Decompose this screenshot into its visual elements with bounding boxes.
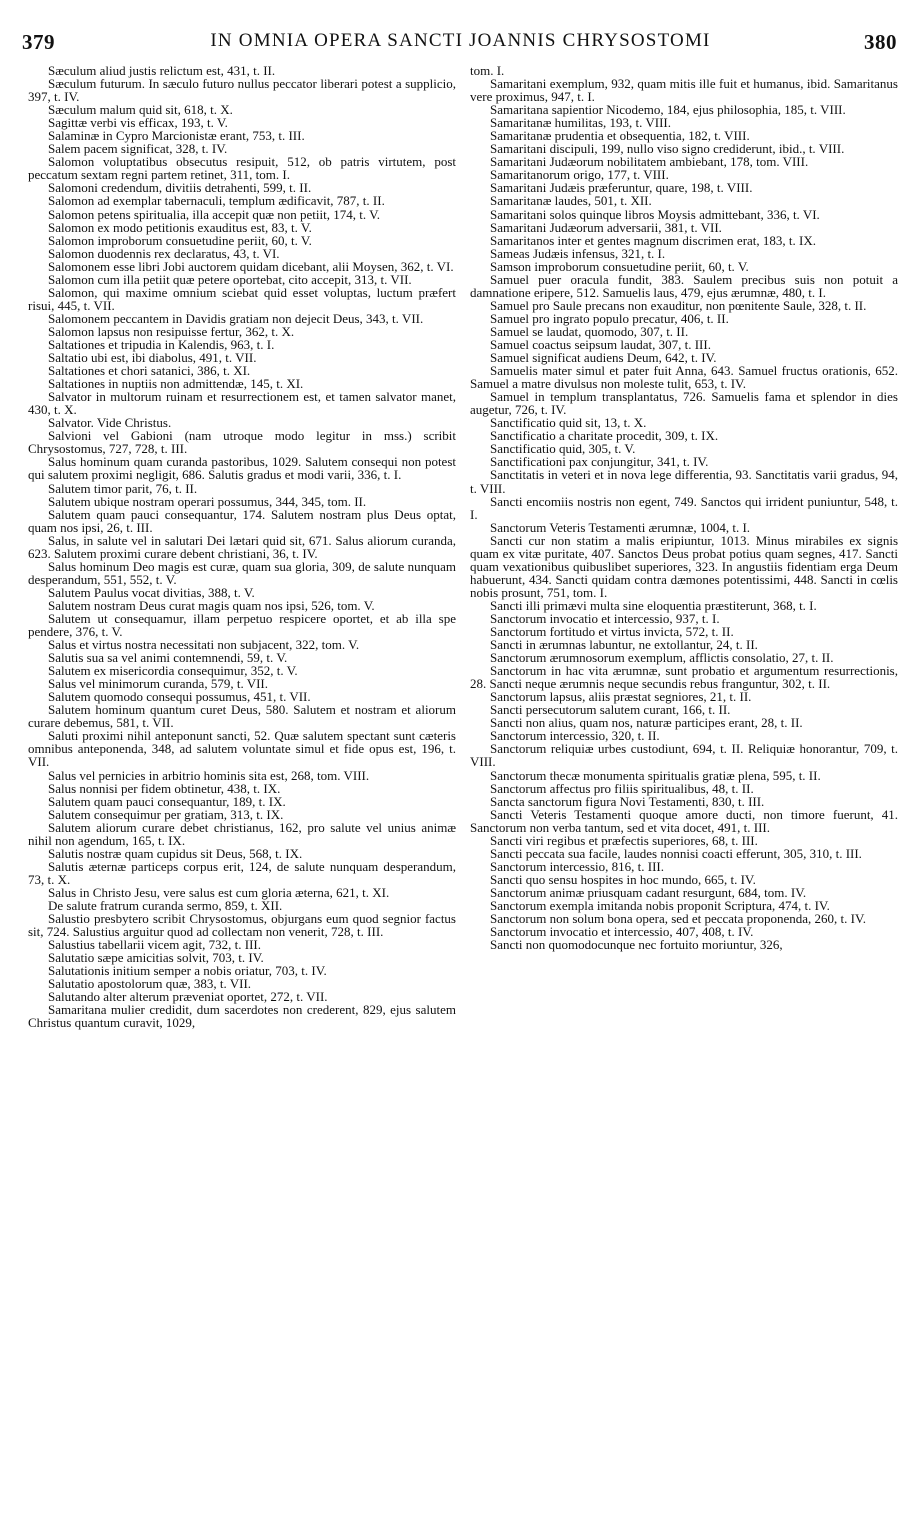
index-entry: Sancti non quomodocunque nec fortuito moriuntur, 326,	[490, 937, 783, 953]
index-entry: Sanctorum animæ priusquam cadant resurgunt, 684, tom. IV.	[490, 884, 807, 900]
index-entry: Salomon improborum consuetudine periit, 60, t. V.	[48, 232, 312, 248]
index-entry: Sanctitatis in veteri et in nova lege differentia, 93. Sanctitatis varii gradus, 94, t. VIII.	[470, 467, 898, 496]
index-entry: Salutando alter alterum præveniat oportet, 272, t. VII.	[48, 989, 328, 1005]
index-entry: Salem pacem significat, 328, t. IV.	[48, 141, 228, 157]
index-entry: Salutem Paulus vocat divitias, 388, t. V.	[48, 584, 255, 600]
index-entry: Salutem ex misericordia consequimur, 352, t. V.	[48, 663, 298, 679]
index-entry: Samaritanorum origo, 177, t. VIII.	[490, 167, 669, 183]
index-entry: Sancti quo sensu hospites in hoc mundo, 665, t. IV.	[490, 871, 756, 887]
index-entry: Sanctorum invocatio et intercessio, 407, 408, t. IV.	[490, 924, 754, 940]
index-entry: Samaritanos inter et gentes magnum discrimen erat, 183, t. IX.	[490, 232, 816, 248]
index-entry: Salus, in salute vel in salutari Dei lætari quid sit, 671. Salus aliorum curanda, 623. Salutem proximi curare debent christiani, 36, t. IV.	[28, 532, 456, 561]
index-entry: Sancti non alius, quam nos, naturæ participes erant, 28, t. II.	[490, 715, 803, 731]
index-entry: Sæculum futurum. In sæculo futuro nullus peccator liberari potest a supplicio, 397, t. IV.	[28, 76, 456, 105]
index-entry: Salus vel minimorum curanda, 579, t. VII.	[48, 676, 269, 692]
index-entry: Salomon cum illa petiit quæ petere oportebat, cito accepit, 313, t. VII.	[48, 271, 412, 287]
index-entry: Sagittæ verbi vis efficax, 193, t. V.	[48, 115, 228, 131]
index-entry: Salutem quam pauci consequantur, 174. Salutem nostram plus Deus optat, quam nos ipsi, 26, t. III.	[28, 506, 456, 535]
index-entry: Salutem consequimur per gratiam, 313, t. IX.	[48, 806, 284, 822]
index-entry: Samaritani Judæorum adversarii, 381, t. VII.	[490, 219, 722, 235]
index-entry: Samaritanæ humilitas, 193, t. VIII.	[490, 115, 672, 131]
index-entry: Sanctorum intercessio, 816, t. III.	[490, 858, 665, 874]
index-entry: Salomon petens spiritualia, illa accepit quæ non petiit, 174, t. V.	[48, 206, 381, 222]
index-entry: Sanctorum Veteris Testamenti ærumnæ, 1004, t. I.	[490, 519, 751, 535]
index-entry: Sameas Judæis infensus, 321, t. I.	[490, 245, 666, 261]
index-entry: Samaritana sapientior Nicodemo, 184, ejus philosophia, 185, t. VIII.	[490, 102, 846, 118]
index-entry: Salutem ubique nostram operari possumus, 344, 345, tom. II.	[48, 493, 367, 509]
index-entry: Sanctorum intercessio, 320, t. II.	[490, 728, 660, 744]
index-entry: Saltationes et tripudia in Kalendis, 963, t. I.	[48, 336, 275, 352]
index-entry: Salutem nostram Deus curat magis quam nos ipsi, 526, tom. V.	[48, 597, 375, 613]
index-entry: Salomonem esse libri Jobi auctorem quidam dicebant, alii Moysen, 362, t. VI.	[48, 258, 454, 274]
index-entry: Sanctorum affectus pro filiis spiritualibus, 48, t. II.	[490, 780, 754, 796]
index-entry: Sanctificatio quid sit, 13, t. X.	[490, 415, 647, 431]
index-entry: Samaritanæ laudes, 501, t. XII.	[490, 193, 652, 209]
index-entry: Sanctorum exempla imitanda nobis proponit Scriptura, 474, t. IV.	[490, 898, 830, 913]
index-entry: Salutis sua sa vel animi contemnendi, 59, t. V.	[48, 650, 288, 666]
index-entry: Samaritanæ prudentia et obsequentia, 182, t. VIII.	[490, 128, 750, 144]
index-entry: Sanctorum fortitudo et virtus invicta, 572, t. II.	[490, 624, 734, 640]
index-entry: Samaritani discipuli, 199, nullo viso signo crediderunt, ibid., t. VIII.	[490, 141, 845, 157]
index-entry: Salaminæ in Cypro Marcionistæ erant, 753, t. III.	[48, 128, 305, 144]
index-entry: Salutationis initium semper a nobis oriatur, 703, t. IV.	[48, 963, 327, 979]
index-entry: Samuel pro Saule precans non exauditur, non pœnitente Saule, 328, t. II.	[490, 297, 867, 313]
index-entry: Samuel in templum transplantatus, 726. Samuelis fama et splendor in dies augetur, 726, t. IV.	[470, 389, 898, 418]
index-entry: Sanctificatio quid, 305, t. V.	[490, 441, 636, 457]
index-entry: Salus hominum Deo magis est curæ, quam sua gloria, 309, de salute nunquam desperandum, 551, 552, t. V.	[28, 558, 456, 587]
index-entry: Sanctorum ærumnosorum exemplum, afflictis consolatio, 27, t. II.	[490, 650, 834, 666]
index-entry: Salutem quomodo consequi possumus, 451, t. VII.	[48, 689, 311, 705]
index-entry: Samaritani Judæorum nobilitatem ambiebant, 178, tom. VIII.	[490, 154, 809, 170]
index-entry: Samuel coactus seipsum laudat, 307, t. III.	[490, 336, 711, 352]
index-entry: Salutis æternæ particeps corpus erit, 124, de salute nunquam desperandum, 73, t. X.	[28, 858, 456, 887]
index-entry: Salomon lapsus non resipuisse fertur, 362, t. X.	[48, 323, 295, 339]
index-entry: Sancti persecutorum salutem curant, 166, t. II.	[490, 702, 731, 718]
index-entry: Salus et virtus nostra necessitati non subjacent, 322, tom. V.	[48, 637, 360, 653]
index-entry: Salvator in multorum ruinam et resurrectionem est, et tamen salvator manet, 430, t. X.	[28, 389, 456, 418]
index-entry: Salvator. Vide Christus.	[48, 415, 172, 431]
index-entry: Sanctorum in hac vita ærumnæ, sunt probatio et argumentum resurrectionis, 28. Sancti neque ærumnis neque secundis rebus franguntur, 302, t. II.	[470, 663, 898, 692]
index-entry: Sæculum malum quid sit, 618, t. X.	[48, 102, 233, 118]
index-entry: Sanctorum lapsus, aliis præstat segniores, 21, t. II.	[490, 689, 752, 705]
index-column-right	[470, 64, 898, 951]
index-entry: Sancti Veteris Testamenti quoque amore ducti, non timore fuerunt, 41. Sanctorum non verba tantum, sed et vita docet, 491, t. III.	[470, 806, 898, 835]
index-entry: Salvioni vel Gabioni (nam utroque modo legitur in mss.) scribit Chrysostomus, 727, 728, t. III.	[28, 428, 456, 457]
index-entry: Samaritani Judæis præferuntur, quare, 198, t. VIII.	[490, 180, 753, 196]
index-entry: Salutem quam pauci consequantur, 189, t. IX.	[48, 793, 286, 809]
index-entry: Salutem timor parit, 76, t. II.	[48, 480, 198, 496]
index-entry: Sancti encomiis nostris non egent, 749. Sanctos qui irrident puniuntur, 548, t. I.	[470, 493, 898, 522]
index-entry: Samaritani exemplum, 932, quam mitis ille fuit et humanus, ibid. Samaritanus vere proximus, 947, t. I.	[470, 76, 898, 105]
index-entry: Salus hominum quam curanda pastoribus, 1029. Salutem consequi non potest qui salutem proximi negligit, 686. Salutis gradus et modi varii, 336, t. I.	[28, 454, 456, 483]
index-entry: Sancti cur non statim a malis eripiuntur, 1013. Minus mirabiles ex signis quam ex vitæ puritate, 407. Sanctos Deus probat potius quam segnes, 417. Sancti quam vexationibus quibuslibet superiores, 323. In angustiis fidentiam erga Deum habuerunt, 434. Sancti quidam contra dæmones potentissimi, 448. Sancti in cœlis nobis prosunt, 751, tom. I.	[470, 532, 898, 600]
index-entry: Samuel puer oracula fundit, 383. Saulem precibus suis non potuit a damnatione eripere, 512. Samuelis laus, 479, ejus ærumnæ, 480, t. I.	[470, 271, 898, 300]
running-header	[0, 30, 921, 58]
index-column-left	[28, 64, 456, 1029]
index-entry: Salus vel pernicies in arbitrio hominis sita est, 268, tom. VIII.	[48, 767, 370, 783]
index-entry: Salus in Christo Jesu, vere salus est cum gloria æterna, 621, t. XI.	[48, 884, 390, 900]
index-entry: Samson improborum consuetudine periit, 60, t. V.	[490, 258, 749, 274]
index-entry: Sanctorum invocatio et intercessio, 937, t. I.	[490, 610, 720, 626]
index-entry: Salomonem peccantem in Davidis gratiam non dejecit Deus, 343, t. VII.	[48, 310, 424, 326]
index-entry: Salomon, qui maxime omnium sciebat quid esset voluptas, luctum præfert risui, 445, t. VII.	[28, 284, 456, 313]
index-entry: Salomon voluptatibus obsecutus resipuit, 512, ob patris virtutem, post peccatum sextam regni partem retinet, 311, tom. I.	[28, 154, 456, 183]
index-entry: Sancti in ærumnas labuntur, ne extollantur, 24, t. II.	[490, 637, 758, 653]
index-entry: Sanctificationi pax conjungitur, 341, t. IV.	[490, 454, 709, 470]
index-entry: Samuelis mater simul et pater fuit Anna, 643. Samuel fructus orationis, 652. Samuel a matre divulsus non moleste tulit, 653, t. IV.	[470, 363, 898, 392]
index-entry: Samuel significat audiens Deum, 642, t. IV.	[490, 350, 717, 366]
index-entry: Saltatio ubi est, ibi diabolus, 491, t. VII.	[48, 350, 257, 366]
index-entry: Salutem aliorum curare debet christianus, 162, pro salute vel unius animæ nihil non agendum, 165, t. IX.	[28, 819, 456, 848]
index-entry: Sanctorum thecæ monumenta spiritualis gratiæ plena, 595, t. II.	[490, 767, 821, 783]
index-entry: Saltationes in nuptiis non admittendæ, 145, t. XI.	[48, 376, 304, 392]
index-entry: Samaritana mulier credidit, dum sacerdotes non crederent, 829, ejus salutem Christus quantum curavit, 1029,	[28, 1002, 456, 1031]
index-entry: Salomon ad exemplar tabernaculi, templum ædificavit, 787, t. II.	[48, 193, 385, 209]
page-number-left: 379	[22, 30, 55, 54]
running-title: IN OMNIA OPERA SANCTI JOANNIS CHRYSOSTOMI	[210, 30, 711, 51]
index-entry: Salutem hominum quantum curet Deus, 580. Salutem et nostram et aliorum curare debemus, 581, t. VII.	[28, 702, 456, 731]
index-entry: Salomon ex modo petitionis exauditus est, 83, t. V.	[48, 219, 312, 235]
index-entry: De salute fratrum curanda sermo, 859, t. XII.	[48, 898, 283, 913]
index-entry: Samaritani solos quinque libros Moysis admittebant, 336, t. VI.	[490, 206, 820, 222]
index-entry: Salomon duodennis rex declaratus, 43, t. VI.	[48, 245, 280, 261]
index-entry: Sancti viri regibus et præfectis superiores, 68, t. III.	[490, 832, 758, 848]
index-entry: Sanctificatio a charitate procedit, 309, t. IX.	[490, 428, 719, 444]
index-entry: Salus nonnisi per fidem obtinetur, 438, t. IX.	[48, 780, 281, 796]
index-entry: Sanctorum reliquiæ urbes custodiunt, 694, t. II. Reliquiæ honorantur, 709, t. VIII.	[470, 741, 898, 770]
page-number-right: 380	[864, 30, 897, 54]
index-entry: Salustio presbytero scribit Chrysostomus, objurgans eum quod segnior factus sit, 724. Salustius arguitur quod ad collectam non venerit, 728, t. III.	[28, 911, 456, 940]
index-entry: Salutis nostræ quam cupidus sit Deus, 568, t. IX.	[48, 845, 303, 861]
index-entry: Samuel se laudat, quomodo, 307, t. II.	[490, 323, 689, 339]
index-entry: Sanctorum non solum bona opera, sed et peccata proponenda, 260, t. IV.	[490, 911, 866, 927]
index-entry: Saluti proximi nihil anteponunt sancti, 52. Quæ salutem spectant sunt cæteris omnibus anteponenda, 348, ad salutem voluntate simul et fide opus est, 196, t. VII.	[28, 728, 456, 770]
index-entry: Saltationes et chori satanici, 386, t. XI.	[48, 363, 251, 379]
index-entry: Sancti illi primævi multa sine eloquentia præstiterunt, 368, t. I.	[490, 597, 817, 613]
index-entry: Sæculum aliud justis relictum est, 431, t. II.	[48, 63, 276, 78]
index-entry: Sancti peccata sua facile, laudes nonnisi coacti efferunt, 305, 310, t. III.	[490, 845, 862, 861]
index-entry: Sancta sanctorum figura Novi Testamenti, 830, t. III.	[490, 793, 765, 809]
index-entry: Salutatio apostolorum quæ, 383, t. VII.	[48, 976, 252, 992]
index-entry: Salustius tabellarii vicem agit, 732, t. III.	[48, 937, 262, 953]
index-entry: Salutem ut consequamur, illam perpetuo respicere oportet, et ab illa spe pendere, 376, t. V.	[28, 610, 456, 640]
index-entry: Salomoni credendum, divitiis detrahenti, 599, t. II.	[48, 180, 312, 196]
index-entry: tom. I.	[470, 63, 505, 78]
index-entry: Samuel pro ingrato populo precatur, 406, t. II.	[490, 310, 729, 326]
index-entry: Salutatio sæpe amicitias solvit, 703, t. IV.	[48, 950, 264, 966]
